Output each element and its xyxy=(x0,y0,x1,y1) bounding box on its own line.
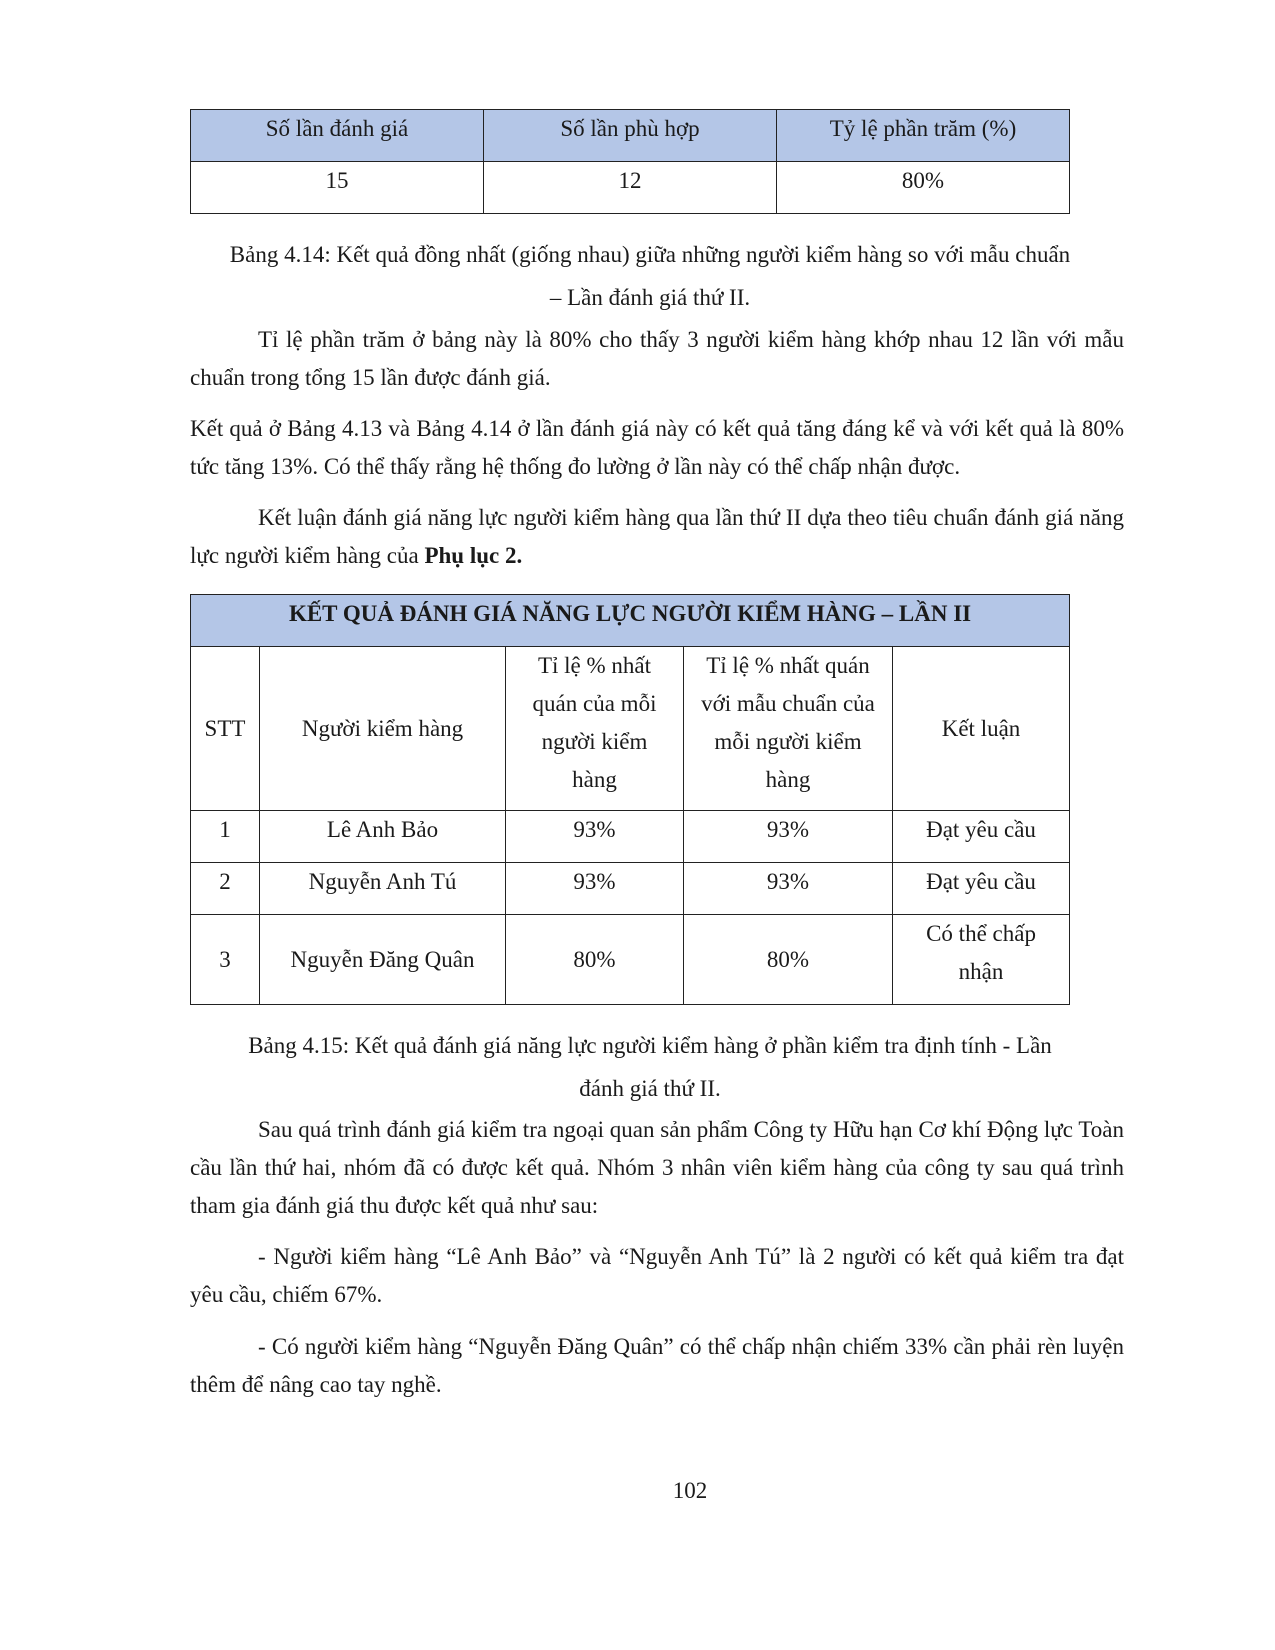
table-header-cell: Người kiểm hàng xyxy=(260,647,506,811)
table-header-cell: Tỉ lệ % nhất quán với mẫu chuẩn của mỗi người kiểm hàng xyxy=(684,647,893,811)
paragraph xyxy=(190,499,1124,575)
appendix-reference: Phụ lục 2. xyxy=(424,543,523,568)
table-row xyxy=(191,811,1070,863)
table-header-row xyxy=(191,110,1070,162)
table-cell: Lê Anh Bảo xyxy=(260,811,506,863)
table-header-cell: Tỷ lệ phần trăm (%) xyxy=(777,110,1070,162)
page-number: 102 xyxy=(672,1478,708,1503)
table-title-row xyxy=(191,595,1070,647)
caption-line: đánh giá thứ II. xyxy=(579,1076,721,1101)
paragraph: Tỉ lệ phần trăm ở bảng này là 80% cho thấy 3 người kiểm hàng khớp nhau 12 lần với mẫu chuẩn trong tổng 15 lần được đánh giá. xyxy=(190,327,1124,390)
caption-line: Bảng 4.15: Kết quả đánh giá năng lực người kiểm hàng ở phần kiểm tra định tính - Lần xyxy=(248,1033,1052,1058)
table-header-cell: STT xyxy=(191,647,260,811)
table-cell: 1 xyxy=(191,811,260,863)
table-consistency-summary xyxy=(190,109,1070,214)
paragraph: Sau quá trình đánh giá kiểm tra ngoại quan sản phẩm Công ty Hữu hạn Cơ khí Động lực Toàn cầu lần thứ hai, nhóm đã có được kết quả. Nhóm 3 nhân viên kiểm hàng của công ty sau quá trình tham gia đánh giá thu được kết quả như sau: xyxy=(190,1117,1124,1218)
table-cell: 3 xyxy=(191,915,260,1005)
paragraph: - Có người kiểm hàng “Nguyễn Đăng Quân” có thể chấp nhận chiếm 33% cần phải rèn luyện thêm để nâng cao tay nghề. xyxy=(190,1334,1124,1397)
table-header-cell: Số lần phù hợp xyxy=(484,110,777,162)
table-header-cell: Kết luận xyxy=(893,647,1070,811)
table-inspector-results xyxy=(190,594,1070,1005)
table-cell: Đạt yêu cầu xyxy=(893,863,1070,915)
table-cell: 12 xyxy=(484,162,777,214)
table-cell: Nguyễn Đăng Quân xyxy=(260,915,506,1005)
table-cell: 80% xyxy=(506,915,684,1005)
table-cell: 80% xyxy=(777,162,1070,214)
table-cell: 93% xyxy=(506,811,684,863)
caption-line: Bảng 4.14: Kết quả đồng nhất (giống nhau) giữa những người kiểm hàng so với mẫu chuẩn xyxy=(229,242,1071,267)
table-caption xyxy=(150,233,1150,319)
table-cell: Nguyễn Anh Tú xyxy=(260,863,506,915)
table-cell: 80% xyxy=(684,915,893,1005)
table-row xyxy=(191,863,1070,915)
table-caption xyxy=(150,1024,1150,1110)
table-cell: 2 xyxy=(191,863,260,915)
table-title: KẾT QUẢ ĐÁNH GIÁ NĂNG LỰC NGƯỜI KIỂM HÀNG – LẦN II xyxy=(191,595,1070,647)
table-cell: 15 xyxy=(191,162,484,214)
table-header-row xyxy=(191,647,1070,811)
table-header-cell: Tỉ lệ % nhất quán của mỗi người kiểm hàng xyxy=(506,647,684,811)
table-header-cell: Số lần đánh giá xyxy=(191,110,484,162)
paragraph: Kết quả ở Bảng 4.13 và Bảng 4.14 ở lần đánh giá này có kết quả tăng đáng kể và với kết quả là 80% tức tăng 13%. Có thể thấy rằng hệ thống đo lường ở lần này có thể chấp nhận được. xyxy=(190,416,1124,479)
table-row xyxy=(191,915,1070,1005)
table-cell: 93% xyxy=(506,863,684,915)
table-cell: 93% xyxy=(684,811,893,863)
caption-line: – Lần đánh giá thứ II. xyxy=(549,285,751,310)
table-cell: Có thể chấp nhận xyxy=(893,915,1070,1005)
table-cell: Đạt yêu cầu xyxy=(893,811,1070,863)
table-row xyxy=(191,162,1070,214)
paragraph: - Người kiểm hàng “Lê Anh Bảo” và “Nguyễn Anh Tú” là 2 người có kết quả kiểm tra đạt yêu cầu, chiếm 67%. xyxy=(190,1244,1124,1307)
paragraph-text: Kết luận đánh giá năng lực người kiểm hàng qua lần thứ II dựa theo tiêu chuẩn đánh giá năng lực người kiểm hàng của xyxy=(190,505,1124,568)
table-cell: 93% xyxy=(684,863,893,915)
